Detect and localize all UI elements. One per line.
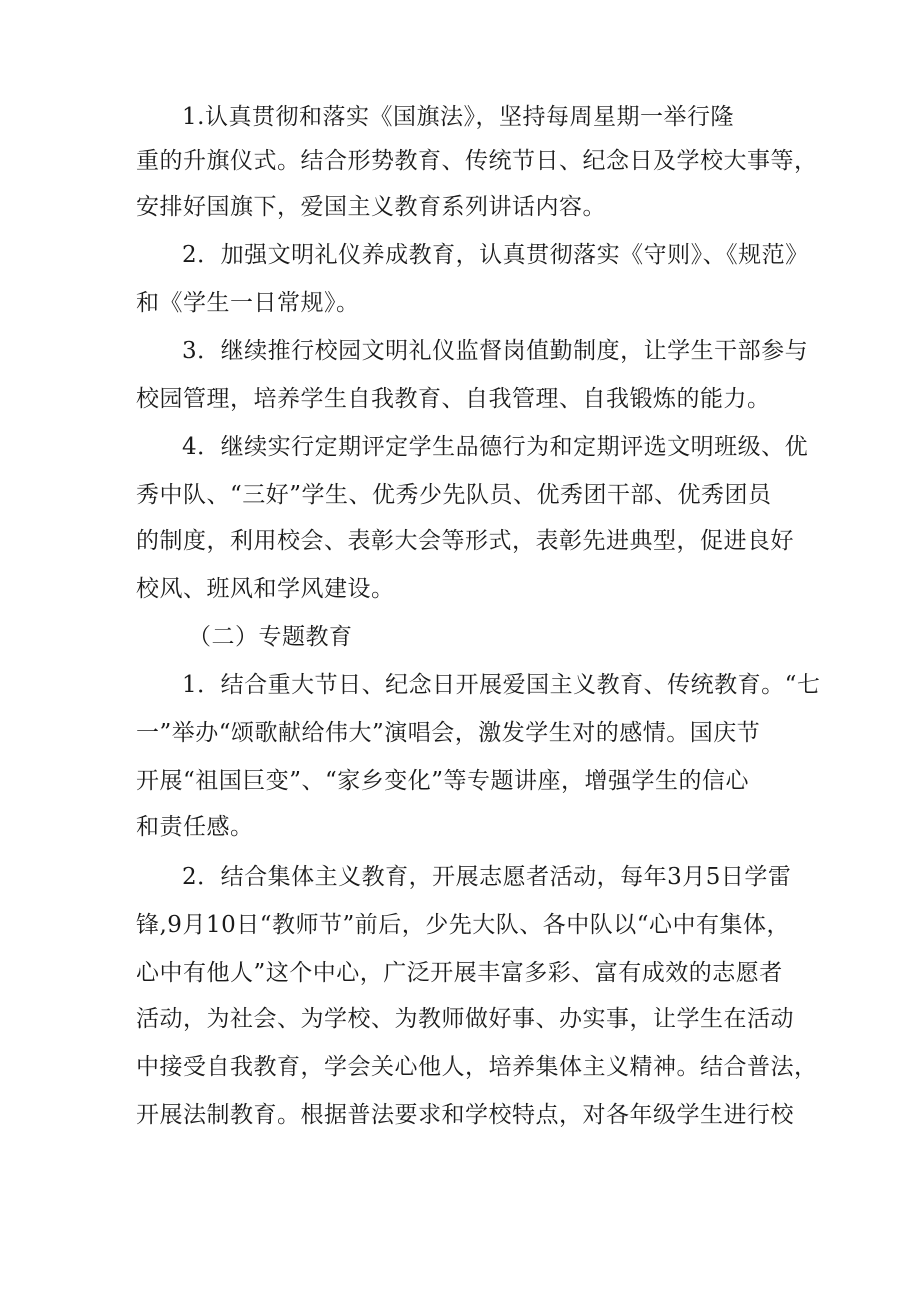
paragraph-2-line-2: 和《学生一日常规》。 xyxy=(136,290,360,316)
paragraph-4-line-4: 校风、班风和学风建设。 xyxy=(136,576,395,602)
paragraph-6-line-4: 活动，为社会、为学校、为教师做好事、办实事，让学生在活动 xyxy=(136,1006,794,1032)
paragraph-6-line-1: 2．结合集体主义教育，开展志愿者活动，每年3月5日学雷 xyxy=(182,864,792,890)
paragraph-3-line-2: 校园管理，培养学生自我教育、自我管理、自我锻炼的能力。 xyxy=(136,386,771,412)
paragraph-5-line-2: 一”举办“颂歌献给伟大”演唱会，激发学生对的感情。国庆节 xyxy=(136,720,761,746)
paragraph-6-line-6: 开展法制教育。根据普法要求和学校特点，对各年级学生进行校 xyxy=(136,1102,794,1128)
paragraph-2-line-1: 2．加强文明礼仪养成教育，认真贯彻落实《守则》、《规范》 xyxy=(182,242,809,268)
paragraph-1-line-3: 安排好国旗下，爱国主义教育系列讲话内容。 xyxy=(136,194,606,220)
paragraph-6-line-3: 心中有他人”这个中心，广泛开展丰富多彩、富有成效的志愿者 xyxy=(136,960,783,986)
paragraph-6-line-2: 锋,9月10日“教师节”前后，少先大队、各中队以“心中有集体， xyxy=(136,912,790,938)
paragraph-5-line-1: 1．结合重大节日、纪念日开展爱国主义教育、传统教育。“七 xyxy=(182,672,821,698)
paragraph-1-line-2: 重的升旗仪式。结合形势教育、传统节日、纪念日及学校大事等， xyxy=(136,148,818,174)
paragraph-4-line-3: 的制度，利用校会、表彰大会等形式，表彰先进典型，促进良好 xyxy=(136,528,794,554)
paragraph-6-line-5: 中接受自我教育，学会关心他人，培养集体主义精神。结合普法， xyxy=(136,1054,818,1080)
paragraph-4-line-2: 秀中队、“三好”学生、优秀少先队员、优秀团干部、优秀团员 xyxy=(136,482,772,508)
section-heading: （二）专题教育 xyxy=(188,624,353,650)
paragraph-3-line-1: 3．继续推行校园文明礼仪监督岗值勤制度，让学生干部参与 xyxy=(182,338,809,364)
paragraph-1-line-1: 1.认真贯彻和落实《国旗法》，坚持每周星期一举行隆 xyxy=(182,104,734,130)
paragraph-4-line-1: 4．继续实行定期评定学生品德行为和定期评选文明班级、优 xyxy=(182,434,809,460)
paragraph-5-line-3: 开展“祖国巨变”、“家乡变化”等专题讲座，增强学生的信心 xyxy=(136,768,750,794)
paragraph-5-line-4: 和责任感。 xyxy=(136,814,254,840)
